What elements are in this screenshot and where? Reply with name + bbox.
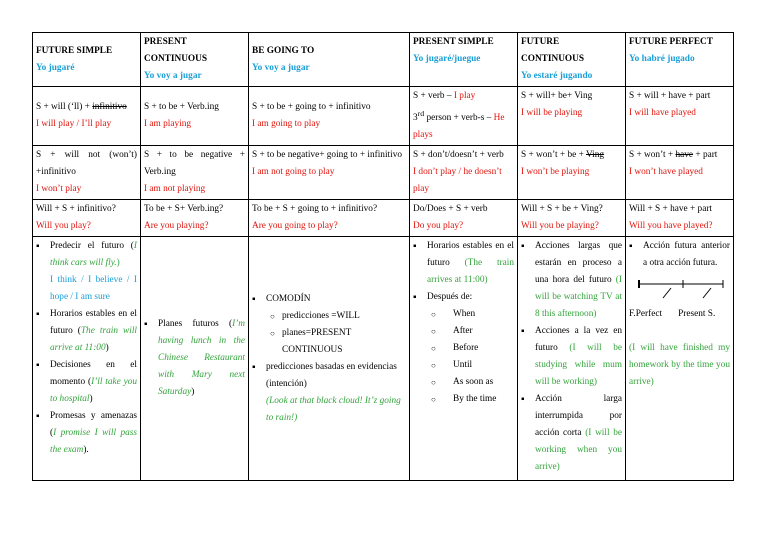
cell-question-future-continuous bbox=[518, 200, 626, 237]
list-item: ▪ predicciones basadas en evidencias (intención) (Look at that black cloud! It’z going to rain!) bbox=[252, 359, 406, 427]
cell-question-present-continuous bbox=[141, 200, 249, 237]
form: To be + S+ Verb.ing? bbox=[144, 204, 224, 215]
header-present-continuous bbox=[141, 33, 249, 87]
form: S + don’t/doesn’t + verb bbox=[413, 150, 504, 161]
list-item: ▪ Horarios estables en el futuro (The train arrives at 11:00) bbox=[413, 238, 514, 289]
uses-list bbox=[413, 238, 514, 408]
cell-uses-future-continuous bbox=[518, 237, 626, 481]
form: S + verb – I play bbox=[413, 91, 476, 101]
header-row bbox=[33, 33, 734, 87]
timeline-pointer-right bbox=[703, 288, 711, 298]
header-title: PRESENT CONTINUOUS bbox=[144, 37, 208, 64]
example: I don’t play / he doesn’t play bbox=[413, 167, 502, 195]
timeline-label-right: Present S. bbox=[678, 309, 716, 320]
example: I am not going to play bbox=[252, 167, 335, 178]
cell-negative-future-simple bbox=[33, 146, 141, 200]
example: (I will have finished my homework by the time you arrive) bbox=[629, 343, 730, 388]
uses-list bbox=[521, 238, 622, 476]
list-item: ▪ Decisiones en el momento (I’ll take you to hospital) bbox=[36, 357, 137, 408]
header-present-simple bbox=[410, 33, 518, 87]
sub-item: ○ By the time bbox=[413, 391, 514, 408]
cell-affirmative-present-simple bbox=[410, 87, 518, 146]
cell-negative-present-continuous bbox=[141, 146, 249, 200]
tenses-table bbox=[32, 32, 734, 481]
header-example: Yo voy a jugar bbox=[252, 62, 310, 73]
sub-item: ○ As soon as bbox=[413, 374, 514, 391]
header-title: FUTURE CONTINUOUS bbox=[521, 37, 585, 64]
cell-question-be-going-to bbox=[249, 200, 410, 237]
header-future-simple bbox=[33, 33, 141, 87]
header-title: FUTURE SIMPLE bbox=[36, 45, 113, 56]
header-example: Yo estaré jugando bbox=[521, 71, 593, 81]
sub-item: ○ When bbox=[413, 306, 514, 323]
cell-uses-present-continuous bbox=[141, 237, 249, 481]
header-title: PRESENT SIMPLE bbox=[413, 37, 494, 47]
form: S + to be negative+ going to + infinitivo bbox=[252, 150, 403, 161]
list-item: ▪ Acciones a la vez en futuro (I will be studying while mum will be working) bbox=[521, 323, 622, 391]
cell-negative-future-perfect bbox=[626, 146, 734, 200]
uses-list bbox=[252, 291, 406, 427]
form: S + to be + Verb.ing bbox=[144, 102, 219, 113]
form: S + will not (won’t) +infinitivo bbox=[36, 150, 137, 178]
cell-negative-be-going-to bbox=[249, 146, 410, 200]
form: S + will+ be+ Ving bbox=[521, 91, 593, 101]
negative-row bbox=[33, 146, 734, 200]
cell-affirmative-be-going-to bbox=[249, 87, 410, 146]
list-item: ▪ Acción larga interrumpida por acción corta (I will be working when you arrive) bbox=[521, 391, 622, 476]
cell-affirmative-present-continuous bbox=[141, 87, 249, 146]
header-be-going-to bbox=[249, 33, 410, 87]
example: Will you play? bbox=[36, 221, 91, 232]
timeline-labels bbox=[629, 306, 730, 323]
sub-item: ○ Until bbox=[413, 357, 514, 374]
cell-negative-future-continuous bbox=[518, 146, 626, 200]
form: S + won’t + be + Ving bbox=[521, 150, 605, 161]
timeline-pointer-left bbox=[663, 288, 671, 298]
form: Will + S + be + Ving? bbox=[521, 204, 603, 215]
list-item: ▪ Acciones largas que estarán en proceso a una hora del futuro (I will be watching TV at 8 this afternoon) bbox=[521, 238, 622, 323]
uses-list bbox=[629, 238, 730, 272]
list-item: ▪ Planes futuros (I’m having lunch in the Chinese Restaurant with Mary next Saturday) bbox=[144, 316, 245, 401]
list-item: ▪ Acción futura anterior a otra acción futura. bbox=[629, 238, 730, 272]
uses-row bbox=[33, 237, 734, 481]
example: I will be playing bbox=[521, 108, 583, 118]
cell-question-future-simple bbox=[33, 200, 141, 237]
header-example: Yo jugaré bbox=[36, 62, 75, 73]
form-third: 3rd person + verb-s – He plays bbox=[413, 109, 505, 141]
sub-item: ○ Before bbox=[413, 340, 514, 357]
timeline-label-left: F.Perfect bbox=[629, 309, 663, 320]
list-item: ▪ Promesas y amenazas (I promise I will pass the exam). bbox=[36, 408, 137, 459]
example: I won’t play bbox=[36, 184, 82, 195]
list-item: ▪ Horarios estables en el futuro (The train will arrive at 11:00) bbox=[36, 306, 137, 357]
example: Are you playing? bbox=[144, 221, 209, 232]
affirmative-row bbox=[33, 87, 734, 146]
sub-item: ○ planes=PRESENT CONTINUOUS bbox=[252, 325, 406, 359]
header-example: Yo habré jugado bbox=[629, 54, 695, 64]
header-future-continuous bbox=[518, 33, 626, 87]
cell-uses-future-simple bbox=[33, 237, 141, 481]
form: Will + S + have + part bbox=[629, 204, 712, 215]
example: I will have played bbox=[629, 108, 696, 118]
example: I won’t be playing bbox=[521, 167, 590, 178]
example: Do you play? bbox=[413, 221, 464, 232]
sub-item: ○ After bbox=[413, 323, 514, 340]
cell-uses-future-perfect bbox=[626, 237, 734, 481]
example: Will you be playing? bbox=[521, 221, 599, 232]
example: Are you going to play? bbox=[252, 221, 338, 232]
example: I will play / I’ll play bbox=[36, 119, 112, 130]
form: S + to be negative + Verb.ing bbox=[144, 150, 245, 178]
header-future-perfect bbox=[626, 33, 734, 87]
example: Will you have played? bbox=[629, 221, 713, 232]
question-row bbox=[33, 200, 734, 237]
form: Do/Does + S + verb bbox=[413, 204, 488, 215]
header-title: FUTURE PERFECT bbox=[629, 37, 713, 47]
form: To be + S + going to + infinitivo? bbox=[252, 204, 378, 215]
cell-negative-present-simple bbox=[410, 146, 518, 200]
header-title: BE GOING TO bbox=[252, 45, 315, 56]
form: S + to be + going to + infinitivo bbox=[252, 102, 371, 113]
cell-affirmative-future-perfect bbox=[626, 87, 734, 146]
cell-affirmative-future-continuous bbox=[518, 87, 626, 146]
form: S + won’t + have + part bbox=[629, 150, 718, 161]
timeline-diagram bbox=[637, 278, 725, 304]
cell-question-present-simple bbox=[410, 200, 518, 237]
cell-affirmative-future-simple bbox=[33, 87, 141, 146]
cell-question-future-perfect bbox=[626, 200, 734, 237]
list-item: ▪ Predecir el futuro (I think cars will fly.) I think / I believe / I hope / I am sure bbox=[36, 238, 137, 306]
header-example: Yo jugaré/juegue bbox=[413, 54, 481, 64]
cell-uses-be-going-to bbox=[249, 237, 410, 481]
sub-item: ○ predicciones =WILL bbox=[252, 308, 406, 325]
form: Will + S + infinitivo? bbox=[36, 204, 116, 215]
uses-list bbox=[144, 316, 245, 401]
example: I am playing bbox=[144, 119, 191, 130]
form: S + will + have + part bbox=[629, 91, 711, 101]
uses-list bbox=[36, 238, 137, 459]
cell-uses-present-simple bbox=[410, 237, 518, 481]
list-item: ▪ COMODÍN bbox=[252, 291, 406, 308]
example: I am going to play bbox=[252, 119, 321, 130]
form: S + will (‘ll) + infinitivo bbox=[36, 102, 127, 113]
example: I am not playing bbox=[144, 184, 206, 195]
header-example: Yo voy a jugar bbox=[144, 71, 202, 81]
list-item: ▪ Después de: bbox=[413, 289, 514, 306]
example: I won’t have played bbox=[629, 167, 703, 178]
